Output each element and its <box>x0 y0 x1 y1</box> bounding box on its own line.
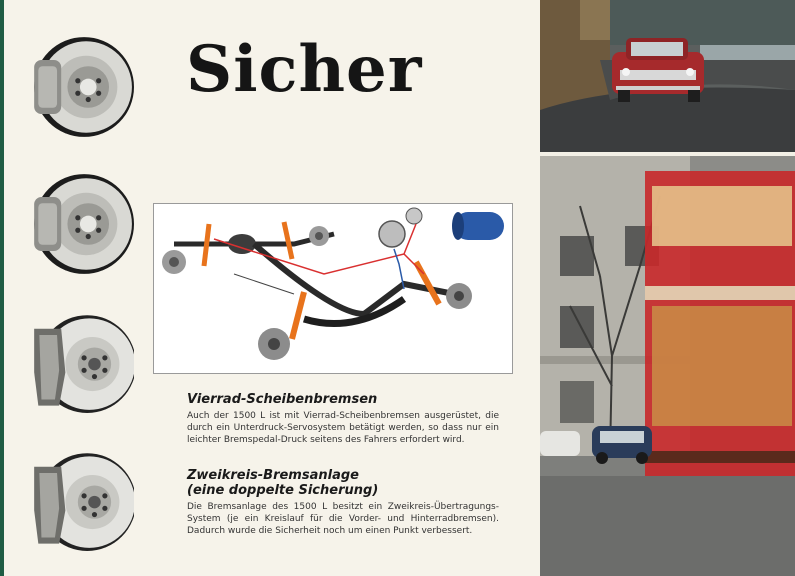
brake-disc-photo-1 <box>30 35 134 139</box>
photo-city-tram <box>540 156 795 576</box>
page-edge <box>0 0 4 576</box>
brake-disc-photo-4 <box>30 448 134 552</box>
section-subheading-dual-circuit: (eine doppelte Sicherung) <box>187 483 379 498</box>
car-road-illustration <box>540 0 795 152</box>
red-tram <box>645 171 795 476</box>
brake-disc-photo-2 <box>30 172 134 276</box>
brake-system-illustration <box>154 204 512 373</box>
page-title: Sicher <box>186 32 423 107</box>
section-heading-dual-circuit: Zweikreis-Bremsanlage <box>187 468 359 483</box>
section-body-dual-circuit: Die Bremsanlage des 1500 L besitzt ein Zweikreis-Übertragungs-System (je ein Kreislauf für die Vorder- und Hinterradbremsen). Dadurch wurde die Sicherheit noch um einen Punkt verbessert. <box>187 502 499 536</box>
brake-system-diagram <box>153 203 513 374</box>
section-body-disc-brakes: Auch der 1500 L ist mit Vierrad-Scheibenbremsen ausgerüstet, die durch ein Unterdruck-Servosystem betätigt werden, so dass nur ein leichter Bremspedal-Druck seitens des Fahrers erfordert wird. <box>187 411 499 445</box>
section-heading-disc-brakes: Vierrad-Scheibenbremsen <box>187 392 378 407</box>
photo-car-on-road <box>540 0 795 152</box>
brake-disc-photo-3 <box>30 310 134 414</box>
city-tram-illustration <box>540 156 795 576</box>
